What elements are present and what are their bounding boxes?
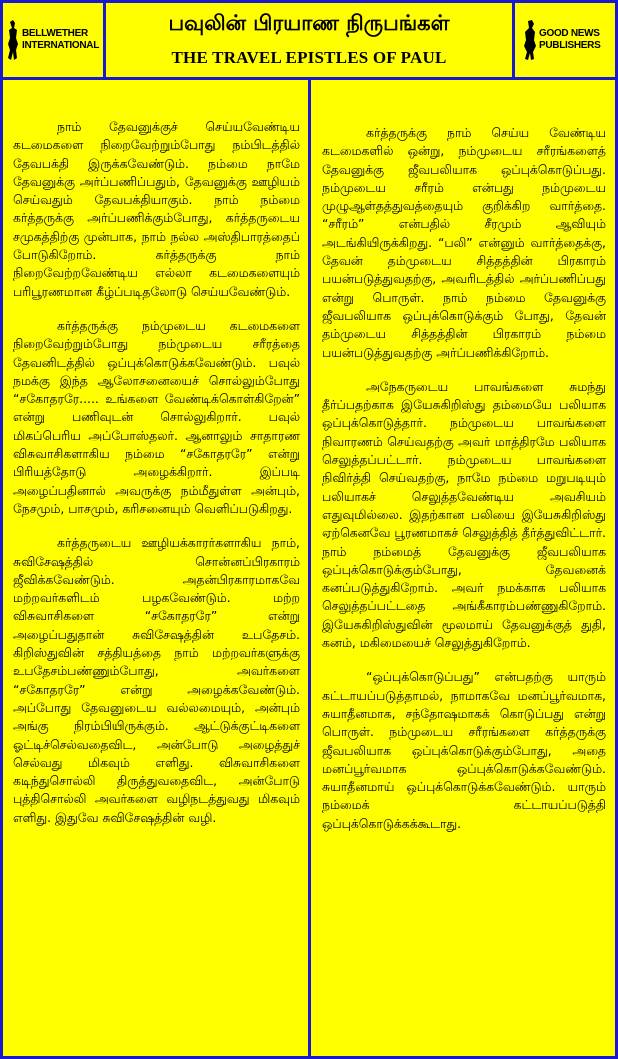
right-paragraph-2: அநேகருடைய பாவங்களை சுமந்து தீர்ப்பதற்காக இயேசுகிறிஸ்து தம்மையே பலியாக ஒப்புக்கொடுத்தார். நம்முடைய பாவங்களை நிவாரணம் செய்வதற்கு அவர் மாத்திரமே பலியாக செலுத்தப்பட்டார். நம்முடைய பாவங்களை நிவிர்த்தி செய்வதற்கு, நாமே நம்மை மறுபடியும் பலியாகச் செலுத்தவேண்டிய அவசியம் எதுவுமில்லை. இதற்கான பலியை இயேசுகிறிஸ்து ஏற்கெனவே பூரணமாகச் செலுத்தித் தீர்த்துவிட்டார். நாம் நம்மைத் தேவனுக்கு ஜீவபலியாக ஒப்புக்கொடுக்கும்போது, தேவனைக் கனப்படுத்துகிறோம். அவர் நமக்காக பலியாக செலுத்தப்பட்டதை அங்கீகாரம்பண்ணுகிறோம். இயேசுகிறிஸ்துவின் மூலமாய் தேவனுக்குத் துதி, கனம், மகிமையைச் செலுத்துகிறோம்.: [322, 378, 606, 651]
bellwether-logo: [0, 0, 106, 80]
horse-figure-icon: [523, 20, 537, 60]
good-news-logo: [512, 0, 618, 80]
title-area: [106, 0, 512, 80]
left-paragraph-1: நாம் தேவனுக்குச் செய்யவேண்டிய கடமைகளை நிறைவேற்றும்போது நம்பிடத்தில் தேவபக்தி இருக்கவேண்டும். நம்மை நாமே தேவனுக்கு அர்ப்பணிப்பதும், தேவனுக்கு ஊழியம் செய்வதும் தேவபக்தியாகும். நாம் நம்மை கர்த்தருக்கு அர்ப்பணிக்கும்போது, கர்த்தருடைய சமுகத்திற்கு முன்பாக, நாம் நல்ல அஸ்திபாரத்தைப் போடுகிறோம். கர்த்தருக்கு நாம் நிறைவேற்றவேண்டிய எல்லா கடமைகளையும் பரிபூரணமான கீழ்ப்படிதலோடு செய்யவேண்டும்.: [13, 119, 300, 299]
left-column: [13, 118, 300, 843]
title-english: THE TRAVEL EPISTLES OF PAUL: [171, 48, 447, 67]
column-divider: [308, 80, 311, 1059]
right-paragraph-3: “ஒப்புக்கொடுப்பது” என்பதற்கு யாரும் கட்டாயப்படுத்தாமல், நாமாகவே மனப்பூர்வமாக, சுயாதீனமாக, சந்தோஷமாகக் கொடுப்பது என்று பொருள். நம்முடைய சரீரங்களை கர்த்தருக்கு ஜீவபலியாக ஒப்புக்கொடுக்கும்போது, அதை மனப்பூர்வமாக ஒப்புக்கொடுக்கவேண்டும். சுயாதீனமாய் ஒப்புக்கொடுக்கவேண்டும். யாரும் நம்மைக் கட்டாயப்படுத்தி ஒப்புக்கொடுக்கக்கூடாது.: [322, 669, 606, 831]
right-logo-line2: PUBLISHERS: [539, 40, 601, 51]
right-column: [322, 124, 606, 849]
right-paragraph-1: கர்த்தருக்கு நாம் செய்ய வேண்டிய கடமைகளில் ஒன்று, நம்முடைய சரீரங்களைத் தேவனுக்கு ஜீவபலியாக ஒப்புக்கொடுப்பது. நம்முடைய சரீரம் என்பது நம்முடைய முழுஆள்தத்துவத்தையும் குறிக்கிற வார்த்தை. “சரீரம்” என்பதில் சீரமும் ஆவியும் அடங்கியிருக்கிறது. “பலி” என்னும் வார்த்தைக்கு, தேவன் தம்முடைய சித்தத்தின் பிரகாரம் பயன்படுத்துவதற்கு, அவரிடத்தில் அர்ப்பணிப்பது என்று பொருள். நாம் நம்மை தேவனுக்கு ஜீவபலியாக ஒப்புக்கொடுக்கும் போது, தேவன் தம்முடைய சித்தத்தின் பிரகாரம் நம்மை பயன்படுத்துவதற்கு அர்ப்பணிக்கிறோம்.: [322, 125, 606, 360]
title-tamil: பவுலின் பிரயாண நிருபங்கள்: [168, 11, 450, 35]
left-paragraph-2: கர்த்தருக்கு நம்முடைய கடமைகளை நிறைவேற்றும்போது நம்முடைய சரீரத்தை தேவனிடத்தில் ஒப்புக்கொடுக்கவேண்டும். பவுல் நமக்கு இந்த ஆலோசனையைச் சொல்லும்போது “சகோதரரே..... உங்களை வேண்டிக்கொள்கிறேன்” என்று பணிவுடன் சொல்லுகிறார். பவுல் மிகப்பெரிய அப்போஸ்தலர். ஆனாலும் சாதாரண விசுவாசிகளாகிய நம்மை “சகோதரரே” என்று பிரியத்தோடு அழைக்கிறார். இப்படி அழைப்பதினால் அவருக்கு நம்மீதுள்ள அன்பும், நேசமும், பாசமும், கரிசனையும் வெளிப்படுகிறது.: [13, 317, 300, 516]
page-header: [0, 0, 618, 80]
left-paragraph-3: கர்த்தருடைய ஊழியக்காரர்களாகிய நாம், சுவிசேஷத்தில் சொன்னப்பிரகாரம் ஜீவிக்கவேண்டும். அதன்பிரகாரமாகவே மற்றவர்களிடம் பழகவேண்டும். மற்ற விசுவாசிகளை “சகோதரரே” என்று அழைப்பதுதான் சுவிசேஷத்தின் உபதேசம். கிறிஸ்துவின் சத்தியத்தை நாம் மற்றவர்களுக்கு உபதேசம்பண்ணும்போது, அவர்களை “சகோதரரே” என்று அழைக்கவேண்டும். அப்போது தேவனுடைய வல்லமையும், அன்பும் அங்கு நிரம்பியிருக்கும். ஆட்டுக்குட்டிகளை ஓட்டிச்செல்வதைவிட, அன்போடு அழைத்துச் செல்வது மிகவும் எளிது. விசுவாசிகளை கடிந்துசொல்லி திருத்துவதைவிட, அன்போடு புத்திசொல்லி அவர்களை வழிநடத்துவது மிகவும் எளிது. இதுவே சுவிசேஷத்தின் வழி.: [13, 535, 300, 825]
left-logo-line2: INTERNATIONAL: [22, 40, 100, 51]
left-logo-line1: BELLWETHER: [22, 28, 88, 39]
ram-figure-icon: [6, 20, 20, 60]
right-logo-line1: GOOD NEWS: [539, 28, 600, 39]
